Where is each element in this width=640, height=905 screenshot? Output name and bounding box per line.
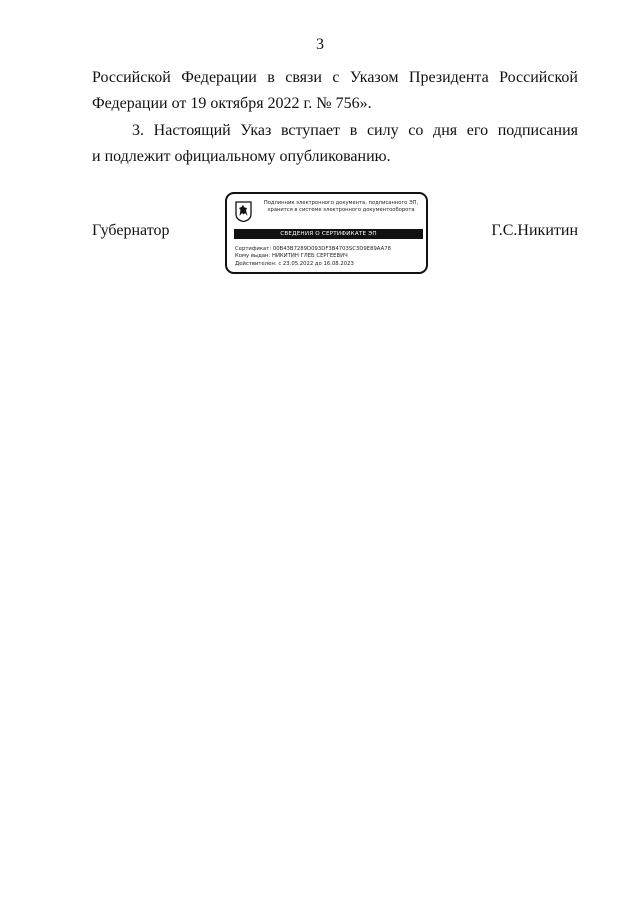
- certificate-owner: Кому выдан: НИКИТИН ГЛЕБ СЕРГЕЕВИЧ: [235, 253, 348, 260]
- paragraph-2-line-1: 3. Настоящий Указ вступает в силу со дня его подписания: [132, 122, 578, 139]
- stamp-header-line-2: хранится в системе электронного документооборота: [267, 207, 415, 213]
- signer-name: Г.С.Никитин: [491, 222, 578, 239]
- stamp-header: [257, 200, 425, 214]
- coat-of-arms-icon: [235, 201, 252, 222]
- signer-title: Губернатор: [92, 222, 170, 239]
- certificate-number: Сертификат: 00B43B7289D093DF3B4703SC3D9E89AA78: [235, 246, 391, 252]
- certificate-details: [235, 246, 391, 268]
- digital-signature-stamp: [225, 192, 428, 274]
- paragraph-1-line-1: Российской Федерации в связи с Указом Президента Российской: [92, 69, 578, 86]
- certificate-info-bar: СВЕДЕНИЯ О СЕРТИФИКАТЕ ЭП: [234, 229, 423, 239]
- certificate-validity: Действителен: с 23.05.2022 до 16.08.2023: [235, 260, 354, 267]
- stamp-header-line-1: Подлинник электронного документа, подписанного ЭП,: [263, 200, 419, 206]
- page-number: 3: [316, 36, 324, 53]
- paragraph-2-line-2: и подлежит официальному опубликованию.: [92, 148, 391, 165]
- paragraph-1-line-2: Федерации от 19 октября 2022 г. № 756».: [92, 95, 372, 112]
